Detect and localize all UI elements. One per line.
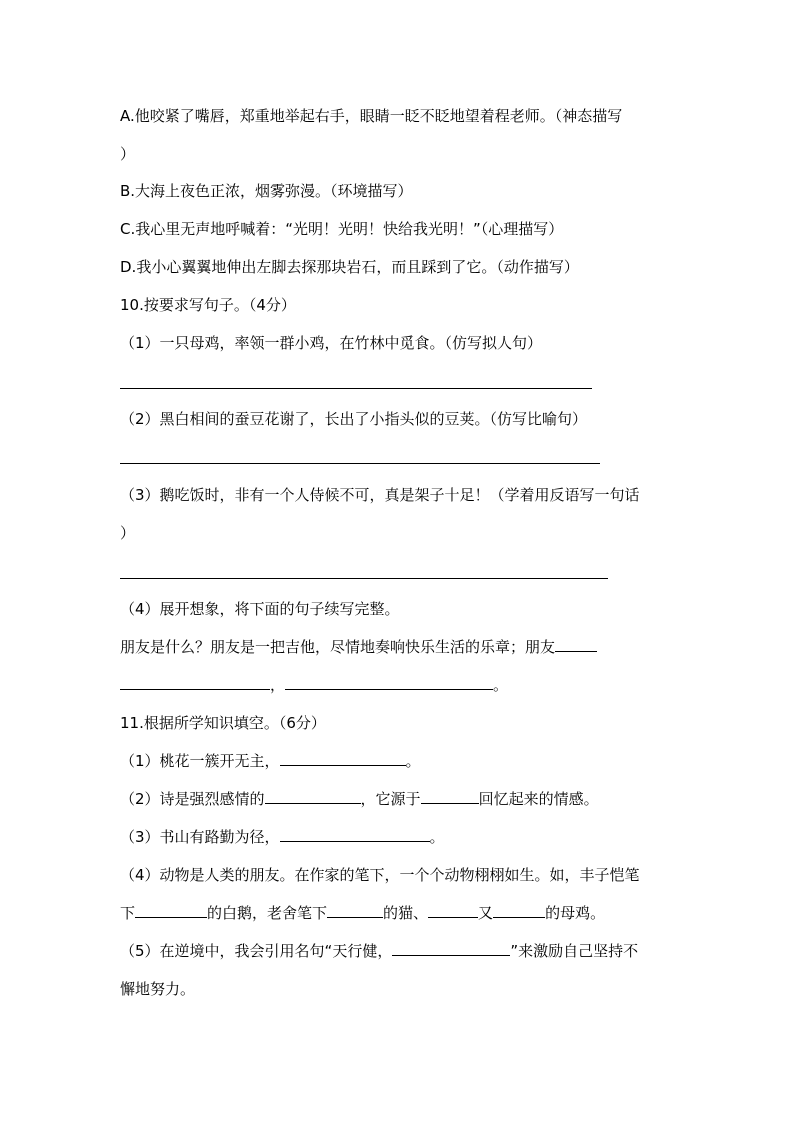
q11-s3-blank[interactable] [280, 827, 430, 842]
q10-sub3: （3）鹅吃饭时，非有一个人侍候不可，真是架子十足！（学着用反语写一句话 [120, 486, 640, 504]
friend-blank-2[interactable] [120, 675, 270, 690]
option-d: D.我小心翼翼地伸出左脚去探那块岩石，而且踩到了它。（动作描写） [120, 258, 579, 276]
q11-s5-blank[interactable] [392, 941, 510, 956]
q11-s1: （1）桃花一簇开无主， 。 [120, 752, 421, 770]
friend-blank-3[interactable] [285, 675, 493, 690]
option-b: B.大海上夜色正浓，烟雾弥漫。（环境描写） [120, 182, 413, 200]
friend-blank-1[interactable] [555, 637, 597, 652]
q11-s2-blank-1[interactable] [265, 789, 361, 804]
q10-answer-line-2[interactable] [120, 463, 600, 464]
q11-s4-blank-3[interactable] [428, 903, 478, 918]
q11-s5-line2: 懈地努力。 [120, 980, 196, 998]
option-a-wrap: ） [120, 145, 136, 163]
q11-s4-blank-4[interactable] [493, 903, 545, 918]
q11-s4-line2: 下 的白鹅，老舍笔下 的猫、 又 的母鸡。 [120, 904, 606, 922]
q10-friend-line-2: ， 。 [120, 675, 694, 695]
q11-s2-blank-2[interactable] [421, 789, 479, 804]
q11-s4: （4）动物是人类的朋友。在作家的笔下，一个个动物栩栩如生。如，丰子恺笔 [120, 866, 640, 884]
q11-s4-blank-1[interactable] [135, 903, 207, 918]
q11-s4-blank-2[interactable] [327, 903, 383, 918]
q10-title: 10.按要求写句子。（4分） [120, 296, 296, 314]
q11-s3: （3）书山有路勤为径， 。 [120, 828, 445, 846]
q11-s2: （2）诗是强烈感情的 ，它源于 回忆起来的情感。 [120, 790, 599, 808]
q10-answer-line-3[interactable] [120, 578, 608, 579]
q11-title: 11.根据所学知识填空。（6分） [120, 714, 326, 732]
q11-s1-blank[interactable] [280, 751, 406, 766]
q10-sub4: （4）展开想象，将下面的句子续写完整。 [120, 600, 400, 618]
q10-sub3-wrap: ） [120, 524, 136, 542]
q10-friend-line: 朋友是什么？朋友是一把吉他，尽情地奏响快乐生活的乐章；朋友 [120, 637, 694, 657]
q10-sub2: （2）黑白相间的蚕豆花谢了，长出了小指头似的豆荚。（仿写比喻句） [120, 410, 588, 428]
q11-s5: （5）在逆境中，我会引用名句“天行健， ”来激励自己坚持不 [120, 942, 639, 960]
q10-sub1: （1）一只母鸡，率领一群小鸡，在竹林中觅食。（仿写拟人句） [120, 334, 543, 352]
option-c: C.我心里无声地呼喊着：“光明！光明！快给我光明！”（心理描写） [120, 220, 564, 238]
q10-answer-line-1[interactable] [120, 388, 592, 389]
option-a: A.他咬紧了嘴唇，郑重地举起右手，眼睛一眨不眨地望着程老师。（神态描写 [120, 107, 623, 125]
